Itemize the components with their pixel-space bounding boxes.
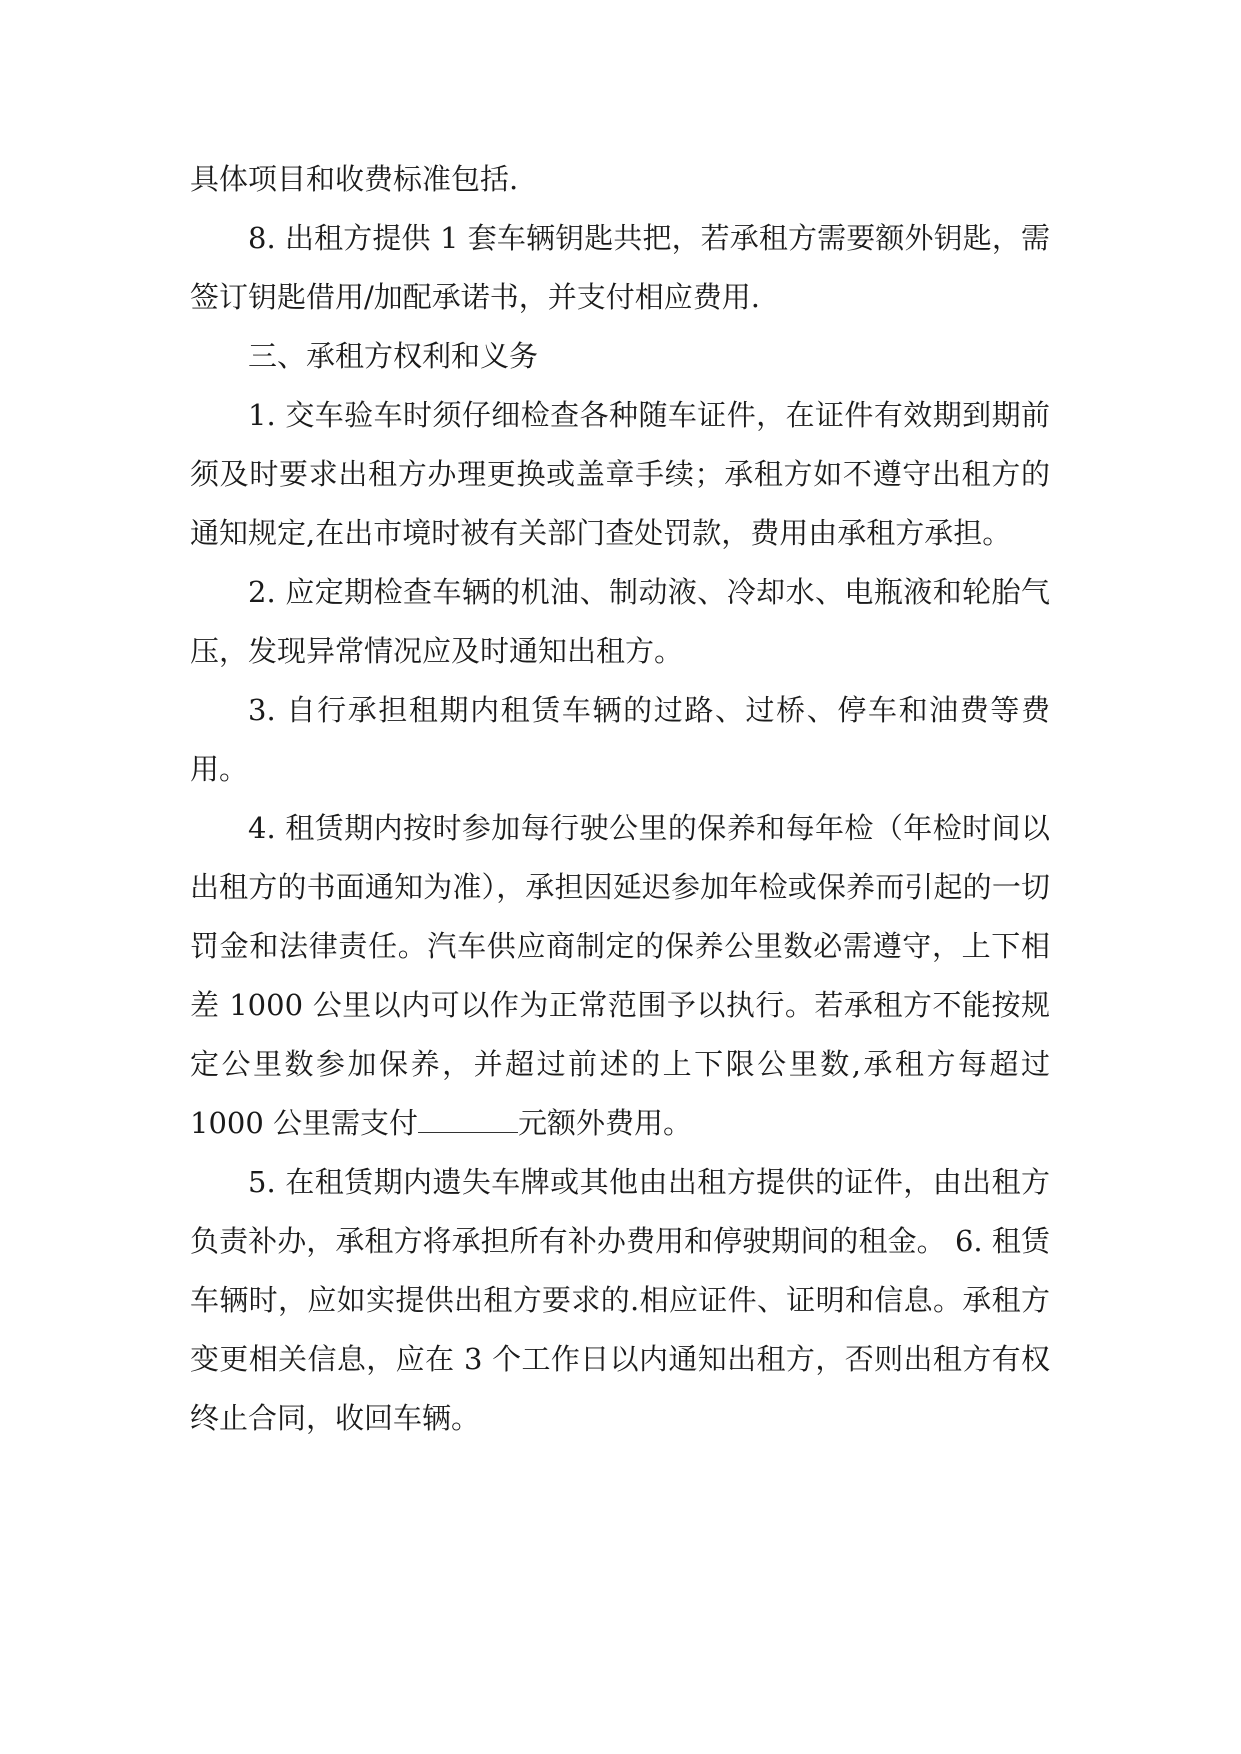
paragraph-clause-4-maintenance xyxy=(190,799,1050,1153)
clause-4-text: 4. 租赁期内按时参加每行驶公里的保养和每年检（年检时间以出租方的书面通知为准），承担因延迟参加年检或保养而引起的一切罚金和法律责任。汽车供应商制定的保养公里数必需遵守，上下相差 1000 公里以内可以作为正常范围予以执行。若承租方不能按规定公里数参加保养，并超过前述的上下限公里数,承租方每超过 1000 公里需支付 xyxy=(190,811,1050,1140)
paragraph-clause-3-fees: 3. 自行承担租期内租赁车辆的过路、过桥、停车和油费等费用。 xyxy=(190,693,1050,786)
paragraph-clause-2-inspection: 2. 应定期检查车辆的机油、制动液、冷却水、电瓶液和轮胎气压，发现异常情况应及时通知出租方。 xyxy=(190,575,1050,668)
clause-4-tail: 元额外费用。 xyxy=(518,1106,693,1140)
paragraph-clause-8-keys: 8. 出租方提供 1 套车辆钥匙共把，若承租方需要额外钥匙，需签订钥匙借用/加配承诺书，并支付相应费用. xyxy=(190,221,1050,314)
document-body xyxy=(190,150,1050,1448)
paragraph-fee-items: 具体项目和收费标准包括. xyxy=(190,162,519,196)
section-heading-lessee-rights: 三、承租方权利和义务 xyxy=(248,339,539,373)
paragraph-clause-5-6-plates-info: 5. 在租赁期内遗失车牌或其他由出租方提供的证件，由出租方负责补办，承租方将承担所有补办费用和停驶期间的租金。 6. 租赁车辆时，应如实提供出租方要求的.相应证件、证明和信息。承租方变更相关信息，应在 3 个工作日以内通知出租方，否则出租方有权终止合同，收回车辆。 xyxy=(190,1165,1050,1435)
paragraph-clause-1-documents: 1. 交车验车时须仔细检查各种随车证件，在证件有效期到期前须及时要求出租方办理更换或盖章手续；承租方如不遵守出租方的通知规定,在出市境时被有关部门查处罚款，费用由承租方承担。 xyxy=(190,398,1050,550)
fill-in-blank xyxy=(418,1131,518,1133)
